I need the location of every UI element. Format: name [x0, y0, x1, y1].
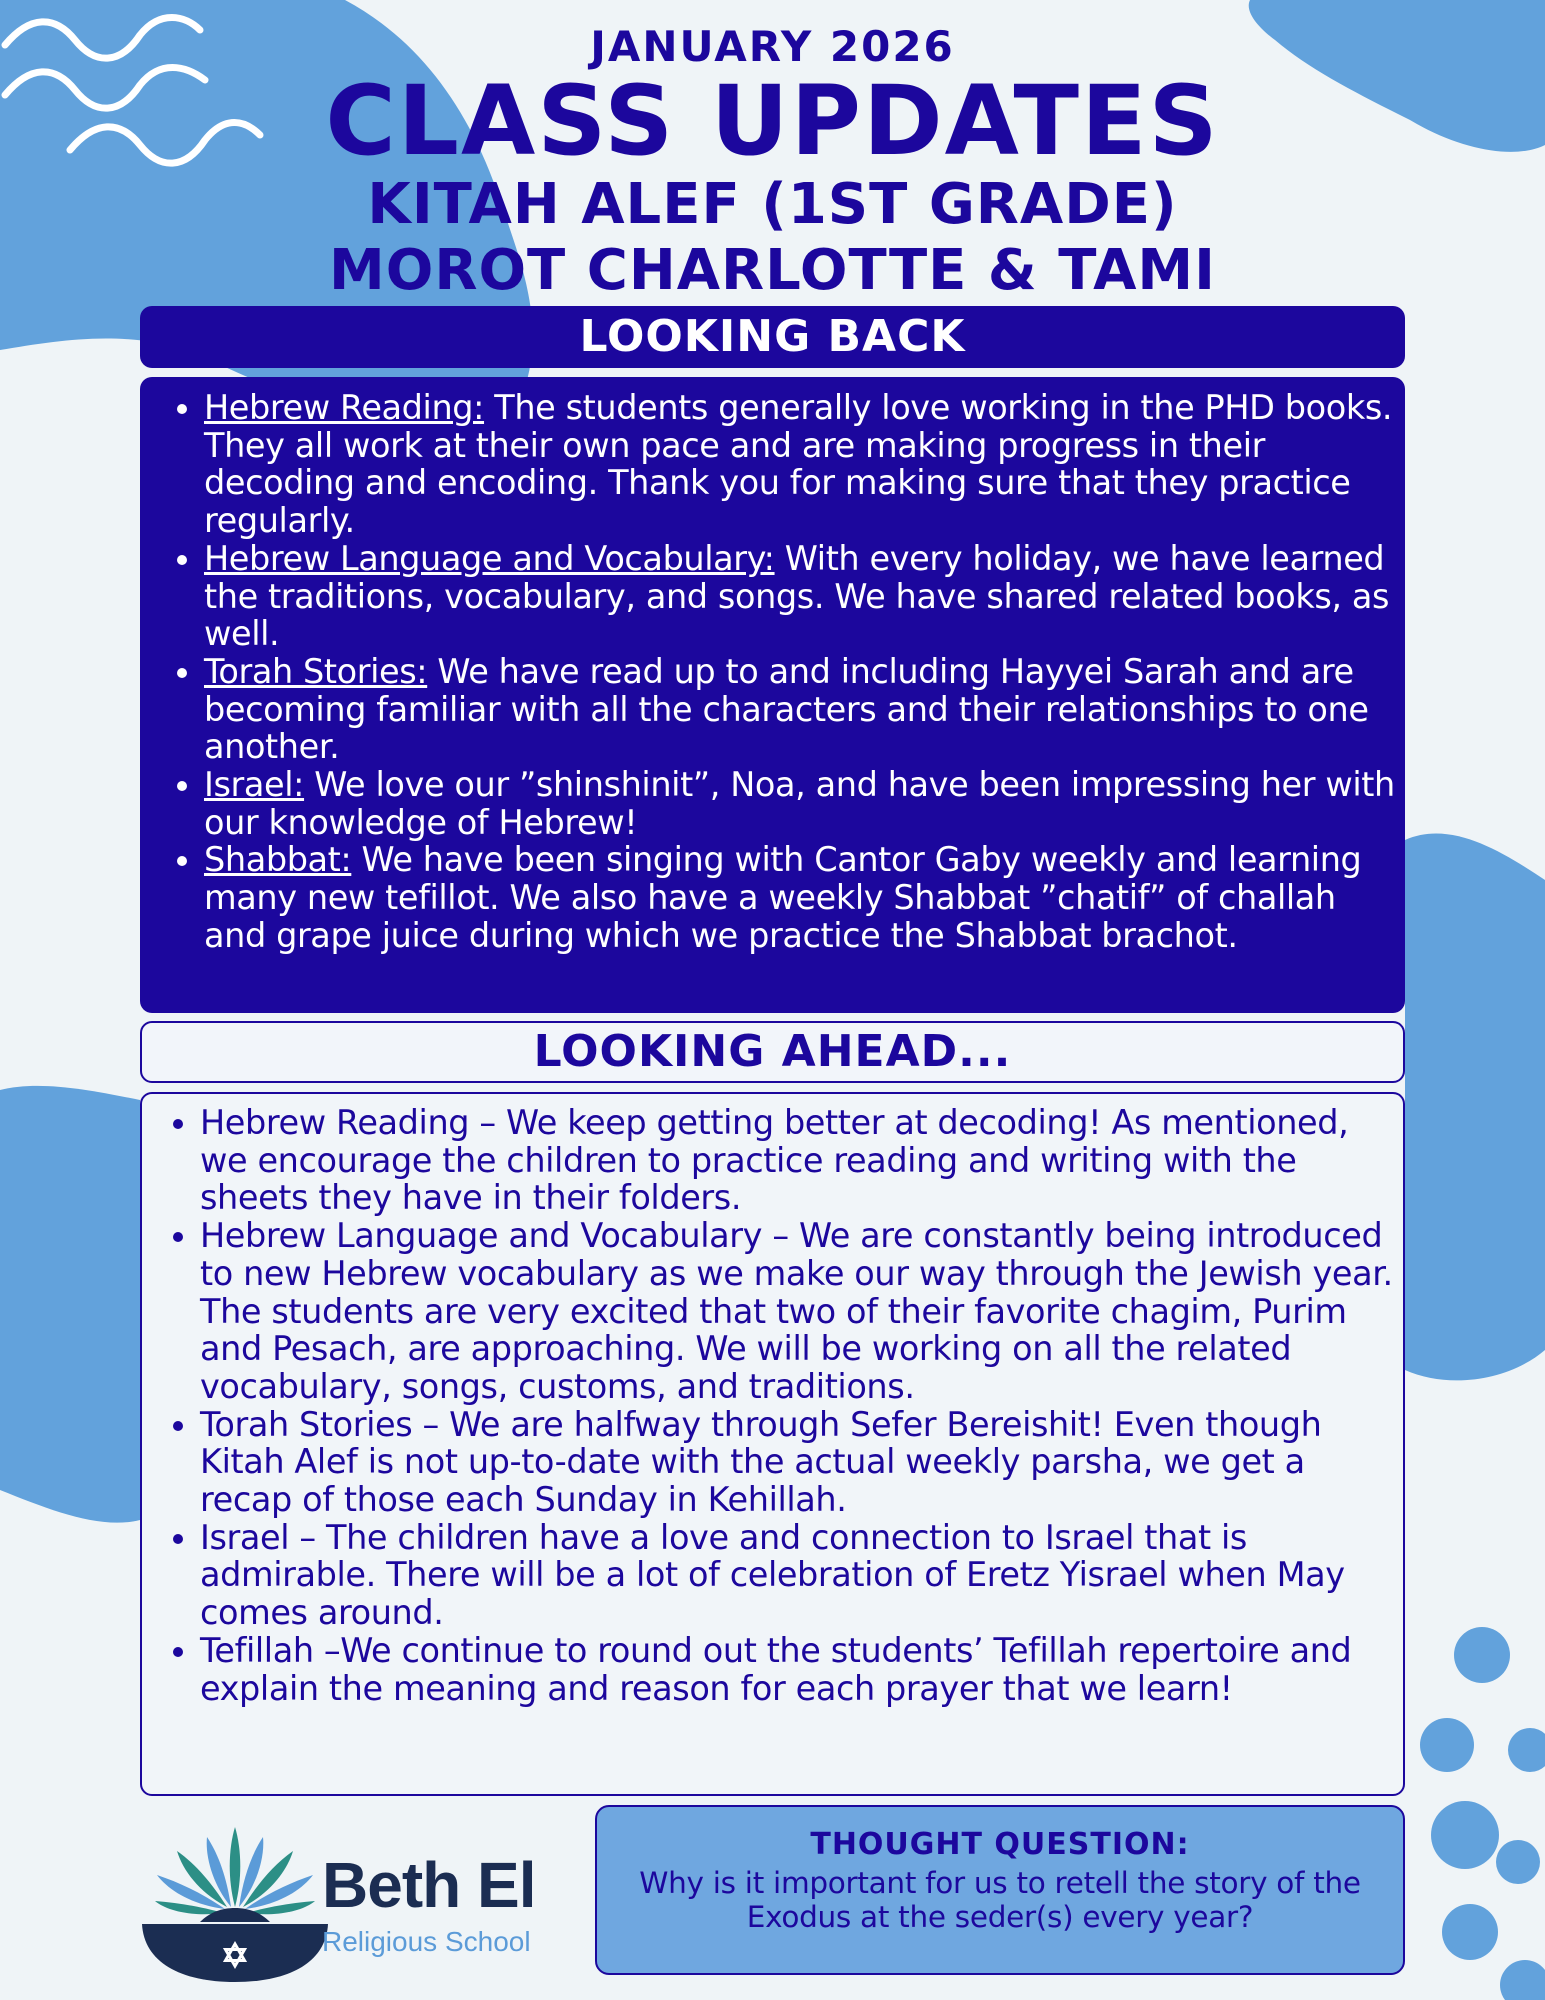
- thought-question-text: Why is it important for us to retell the story of the Exodus at the seder(s) every year?: [639, 1866, 1361, 1934]
- dot: [1431, 1801, 1499, 1869]
- item-label: Hebrew Language and Vocabulary:: [204, 538, 775, 578]
- looking-ahead-heading: LOOKING AHEAD...: [140, 1021, 1405, 1083]
- looking-back-panel: [140, 377, 1405, 1013]
- list-item: [204, 540, 1397, 653]
- list-item: • Hebrew Language and Vocabulary – We are constantly being introduced to new Hebrew vocabulary as we make our way through the Jewish year. The students are very excited that two of their favorite chagim, Purim and Pesach, are approaching. We will be working on all the related vocabulary, songs, customs, and traditions.: [200, 1217, 1397, 1406]
- item-label: Israel:: [204, 765, 305, 805]
- looking-ahead-panel: [140, 1092, 1405, 1796]
- dot: [1496, 1840, 1540, 1884]
- dot: [1420, 1718, 1474, 1772]
- looking-back-heading: LOOKING BACK: [140, 306, 1405, 368]
- list-item: [204, 841, 1397, 954]
- dot: [1442, 1904, 1498, 1960]
- teacher-names: MOROT CHARLOTTE & TAMI: [329, 238, 1216, 303]
- thought-question-box: [595, 1805, 1405, 1975]
- bowl-icon: [142, 1924, 328, 1982]
- logo-subtitle: Religious School: [322, 1926, 531, 1957]
- blob-left-lower: [0, 1086, 140, 1523]
- blob-right-middle: [1405, 834, 1545, 1381]
- newsletter-date: JANUARY 2026: [590, 22, 955, 71]
- logo-name: Beth El: [322, 1849, 536, 1921]
- page-title: CLASS UPDATES: [325, 65, 1220, 177]
- list-item: [204, 653, 1397, 766]
- item-text: We have been singing with Cantor Gaby weekly and learning many new tefillot. We also have a weekly Shabbat ”chatif” of challah and grape juice during which we practice the Shabbat brachot.: [204, 840, 1362, 955]
- list-item: • Hebrew Reading – We keep getting better at decoding! As mentioned, we encourage the children to practice reading and writing with the sheets they have in their folders.: [200, 1104, 1397, 1217]
- class-grade: KITAH ALEF (1ST GRADE): [367, 172, 1178, 237]
- item-label: Torah Stories:: [204, 651, 428, 691]
- list-item: [204, 389, 1397, 540]
- dot: [1500, 1960, 1545, 2000]
- list-item: • Torah Stories – We are halfway through Sefer Bereishit! Even though Kitah Alef is not up-to-date with the actual weekly parsha, we get a recap of those each Sunday in Kehillah.: [200, 1406, 1397, 1519]
- dot: [1508, 1728, 1545, 1772]
- item-label: Shabbat:: [204, 840, 352, 880]
- list-item: [204, 766, 1397, 841]
- item-text: With every holiday, we have learned the traditions, vocabulary, and songs. We have shared related books, as well.: [204, 538, 1390, 654]
- item-text: We have read up to and including Hayyei Sarah and are becoming familiar with all the characters and their relationships to one another.: [204, 651, 1369, 767]
- item-text: We love our ”shinshinit”, Noa, and have been impressing her with our knowledge of Hebrew!: [204, 765, 1395, 842]
- looking-back-list: [204, 389, 1397, 955]
- thought-question-title: THOUGHT QUESTION:: [810, 1827, 1190, 1862]
- looking-ahead-list: [200, 1104, 1397, 1707]
- list-item: • Israel – The children have a love and connection to Israel that is admirable. There will be a lot of celebration of Eretz Yisrael when May comes around.: [200, 1519, 1397, 1632]
- item-text: The students generally love working in the PHD books. They all work at their own pace and are making progress in their decoding and encoding. Thank you for making sure that they practice regularly.: [204, 388, 1393, 541]
- item-label: Hebrew Reading:: [204, 388, 485, 427]
- leaf-icon: [155, 1827, 315, 1914]
- list-item: • Tefillah –We continue to round out the students’ Tefillah repertoire and explain the meaning and reason for each prayer that we learn!: [200, 1632, 1397, 1707]
- dot: [1454, 1627, 1510, 1683]
